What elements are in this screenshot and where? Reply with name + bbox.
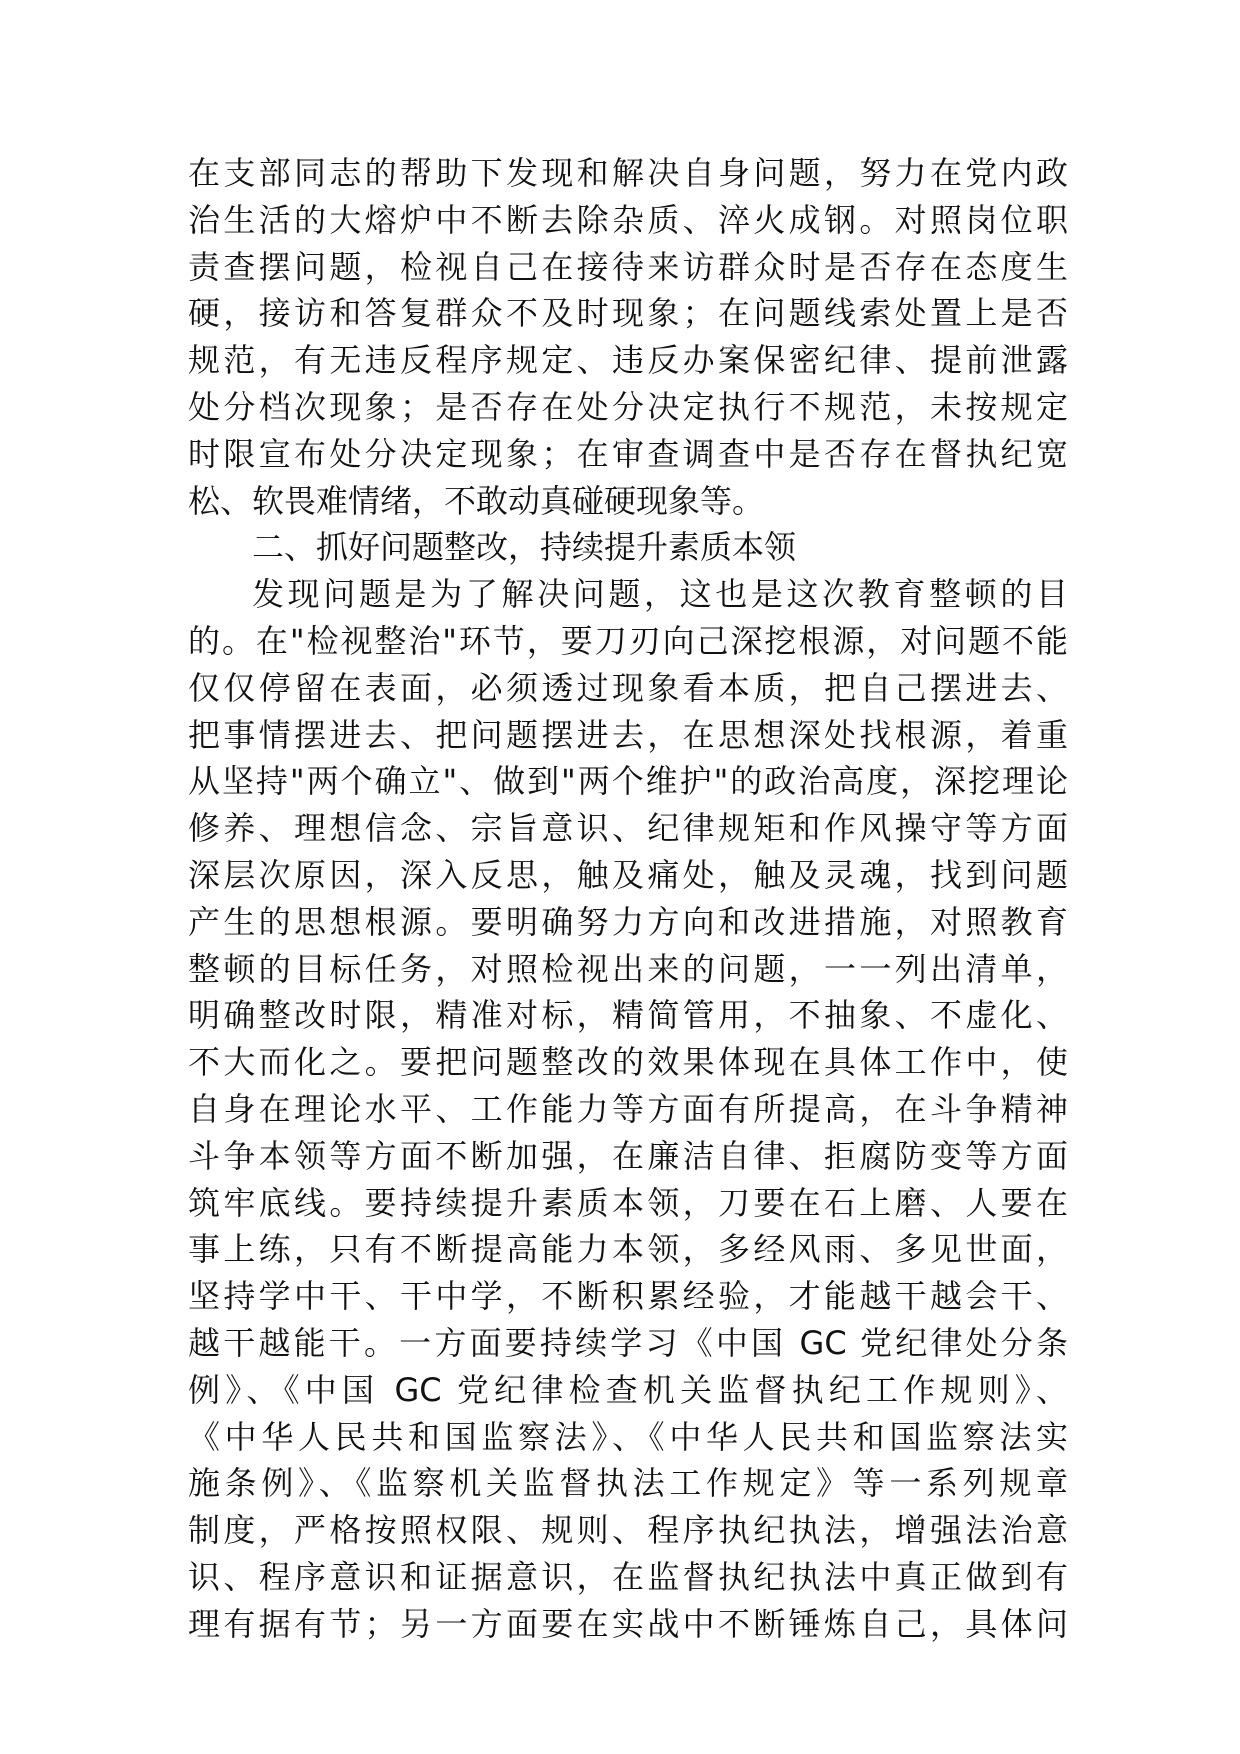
paragraph-2 — [188, 571, 1068, 1647]
text-line: 修养、理想信念、宗旨意识、纪律规矩和作风操守等方面 — [188, 809, 1068, 848]
text-line: 从坚持"两个确立"、做到"两个维护"的政治高度，深挖理论 — [188, 762, 1068, 801]
text-line: 《中华人民共和国监察法》、《中华人民共和国监察法实 — [188, 1417, 1068, 1456]
text-line: 明确整改时限，精准对标，精简管用，不抽象、不虚化、 — [188, 996, 1068, 1035]
text-line: 不大而化之。要把问题整改的效果体现在具体工作中，使 — [188, 1043, 1068, 1082]
text-line: 发现问题是为了解决问题，这也是这次教育整顿的目 — [252, 575, 1068, 614]
section-heading: 二、抓好问题整改，持续提升素质本领 — [252, 528, 797, 567]
text-line: 责查摆问题，检视自己在接待来访群众时是否存在态度生 — [188, 247, 1068, 286]
text-line: 制度，严格按照权限、规则、程序执纪执法，增强法治意 — [188, 1511, 1068, 1550]
text-line: 处分档次现象；是否存在处分决定执行不规范，未按规定 — [188, 387, 1068, 426]
text-line: 仅仅停留在表面，必须透过现象看本质，把自己摆进去、 — [188, 668, 1068, 707]
text-line: 的。在"检视整治"环节，要刀刃向己深挖根源，对问题不能 — [188, 621, 1068, 660]
text-line: 越干越能干。一方面要持续学习《中国 GC 党纪律处分条 — [188, 1323, 1068, 1362]
text-line: 事上练，只有不断提高能力本领，多经风雨、多见世面， — [188, 1230, 1068, 1269]
text-line: 把事情摆进去、把问题摆进去，在思想深处找根源，着重 — [188, 715, 1068, 754]
text-line: 治生活的大熔炉中不断去除杂质、淬火成钢。对照岗位职 — [188, 200, 1068, 239]
text-line: 斗争本领等方面不断加强，在廉洁自律、拒腐防变等方面 — [188, 1136, 1068, 1175]
text-line: 识、程序意识和证据意识，在监督执纪执法中真正做到有 — [188, 1557, 1068, 1596]
text-line: 理有据有节；另一方面要在实战中不断锤炼自己，具体问 — [188, 1604, 1068, 1643]
text-line: 深层次原因，深入反思，触及痛处，触及灵魂，找到问题 — [188, 855, 1068, 894]
text-line: 硬，接访和答复群众不及时现象；在问题线索处置上是否 — [188, 294, 1068, 333]
document-body — [188, 150, 1068, 1648]
text-line: 时限宣布处分决定现象；在审查调查中是否存在督执纪宽 — [188, 434, 1068, 473]
text-line: 坚持学中干、干中学，不断积累经验，才能越干越会干、 — [188, 1277, 1068, 1316]
text-line: 规范，有无违反程序规定、违反办案保密纪律、提前泄露 — [188, 341, 1068, 380]
text-line: 产生的思想根源。要明确努力方向和改进措施，对照教育 — [188, 902, 1068, 941]
text-line: 整顿的目标任务，对照检视出来的问题，一一列出清单， — [188, 949, 1068, 988]
paragraph-1 — [188, 150, 1068, 524]
text-line: 筑牢底线。要持续提升素质本领，刀要在石上磨、人要在 — [188, 1183, 1068, 1222]
text-line: 施条例》、《监察机关监督执法工作规定》等一系列规章 — [188, 1464, 1068, 1503]
text-line: 自身在理论水平、工作能力等方面有所提高，在斗争精神 — [188, 1089, 1068, 1128]
text-line: 在支部同志的帮助下发现和解决自身问题，努力在党内政 — [188, 154, 1068, 192]
text-line: 松、软畏难情绪，不敢动真碰硬现象等。 — [188, 481, 765, 520]
text-line: 例》、《中国 GC 党纪律检查机关监督执纪工作规则》、 — [188, 1370, 1068, 1409]
